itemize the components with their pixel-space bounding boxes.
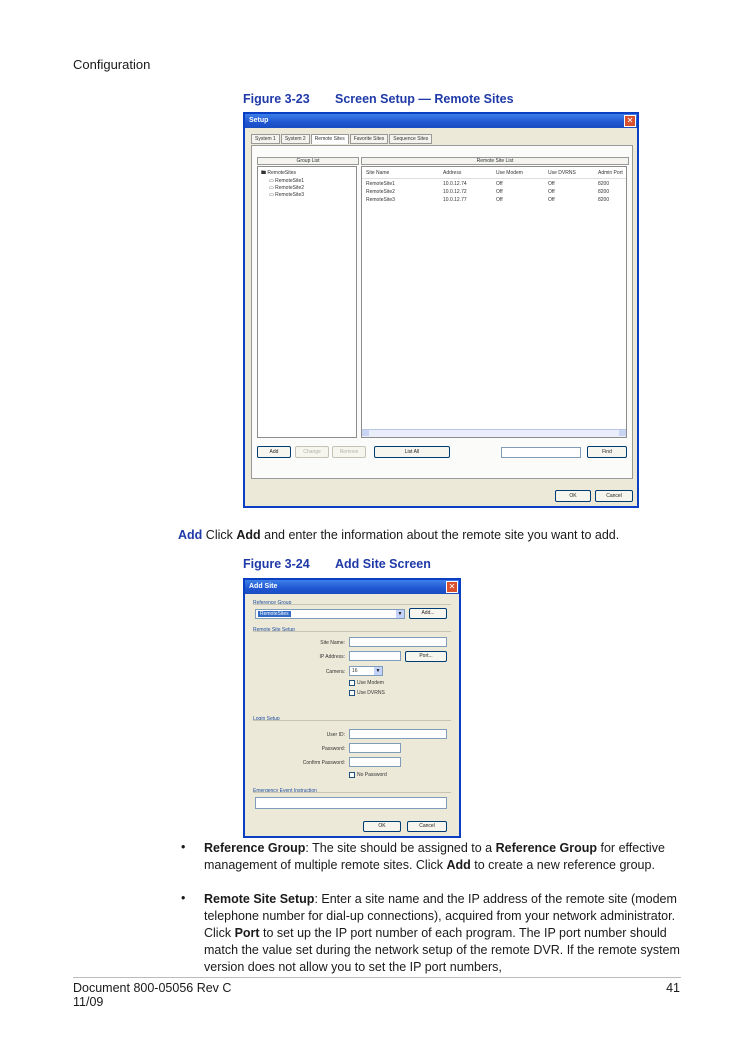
tab-remote-sites[interactable]: Remote Sites: [311, 134, 349, 144]
bullet-remote-site-setup: Remote Site Setup: Enter a site name and the IP address of the remote site (modem telephone number for dial-up connections), acquired from your network administrator. Click Port to set up the IP port number of each program. The IP port number should match the value set during the network setup of the remote DVR. If the remote system version does not allow you to set the IP port numbers,: [204, 892, 680, 974]
ok-button[interactable]: OK: [363, 821, 401, 832]
tree-item[interactable]: ▭ RemoteSite3: [269, 192, 305, 198]
confirm-password-label: Confirm Password:: [302, 760, 345, 766]
site-icon: ▭: [269, 185, 274, 191]
tab-favorite-sites[interactable]: Favorite Sites: [350, 134, 389, 144]
table-row[interactable]: RemoteSite1 10.0.12.74 Off Off 8200: [366, 181, 610, 187]
setup-titlebar: Setup ✕: [245, 114, 637, 128]
scroll-left-icon[interactable]: [362, 430, 369, 436]
group-divider: [253, 604, 451, 605]
list-all-button[interactable]: List All: [374, 446, 450, 458]
group-divider: [253, 792, 451, 793]
add-lead: Add: [178, 528, 203, 542]
no-password-label: No Password: [357, 772, 387, 778]
emergency-field[interactable]: [255, 797, 447, 809]
column-header[interactable]: Address: [443, 170, 462, 176]
change-button[interactable]: Change: [295, 446, 329, 458]
bullet-marker: •: [181, 891, 186, 905]
login-setup-label: Login Setup: [253, 716, 280, 722]
figure-caption: [243, 92, 514, 106]
user-id-field[interactable]: [349, 729, 447, 739]
column-header[interactable]: Use Modem: [496, 170, 523, 176]
column-header[interactable]: Use DVRNS: [548, 170, 576, 176]
group-list-header: Group List: [257, 157, 359, 165]
cancel-button[interactable]: Cancel: [407, 821, 447, 832]
site-list-header: Remote Site List: [361, 157, 629, 165]
horizontal-scrollbar[interactable]: [362, 429, 626, 437]
figure-number: Figure 3-23: [243, 92, 310, 106]
folder-icon: 🖿: [261, 170, 267, 176]
cancel-button[interactable]: Cancel: [595, 490, 633, 502]
reference-group-select[interactable]: RemoteSites ▼: [255, 609, 405, 619]
page-number: 41: [666, 981, 680, 995]
remove-button[interactable]: Remove: [332, 446, 366, 458]
reference-group-label: Reference Group: [253, 600, 292, 606]
table-row[interactable]: RemoteSite2 10.0.12.72 Off Off 8200: [366, 189, 610, 195]
site-list[interactable]: [361, 166, 627, 438]
tree-item[interactable]: ▭ RemoteSite1: [269, 178, 305, 184]
figure-caption: [243, 557, 431, 571]
setup-window: [243, 112, 639, 508]
table-row[interactable]: RemoteSite3 10.0.12.77 Off Off 8200: [366, 197, 610, 203]
tab-strip: [251, 134, 432, 144]
group-tree[interactable]: [257, 166, 357, 438]
site-name-label: Site Name:: [320, 640, 345, 646]
password-label: Password:: [321, 746, 345, 752]
user-id-label: User ID:: [326, 732, 345, 738]
footer-doc: Document 800-05056 Rev C: [73, 981, 232, 995]
footer-rule: [73, 977, 681, 978]
add-site-titlebar: Add Site ✕: [245, 580, 459, 594]
tab-system-1[interactable]: System 1: [251, 134, 280, 144]
figure-number: Figure 3-24: [243, 557, 310, 571]
close-icon[interactable]: ✕: [624, 115, 636, 127]
tab-system-2[interactable]: System 2: [281, 134, 310, 144]
close-icon[interactable]: ✕: [446, 581, 458, 593]
footer-date: 11/09: [73, 995, 104, 1009]
scroll-right-icon[interactable]: [619, 430, 626, 436]
site-list-columns: [362, 170, 626, 179]
add-paragraph: Add Click Add and enter the information about the remote site you want to add.: [178, 528, 620, 542]
find-input[interactable]: [501, 447, 581, 458]
bullet-marker: •: [181, 840, 186, 854]
bullet-reference-group: Reference Group: The site should be assigned to a Reference Group for effective management of multiple remote sites. Click Add to create a new reference group.: [204, 841, 665, 872]
group-divider: [253, 631, 451, 632]
figure-title: Add Site Screen: [335, 557, 431, 571]
column-header[interactable]: Site Name: [366, 170, 390, 176]
add-group-button[interactable]: Add...: [409, 608, 447, 619]
confirm-password-field[interactable]: [349, 757, 401, 767]
password-field[interactable]: [349, 743, 401, 753]
camera-select[interactable]: 16 ▼: [349, 666, 383, 676]
tree-item[interactable]: ▭ RemoteSite2: [269, 185, 305, 191]
running-header: Configuration: [73, 57, 151, 72]
use-modem-checkbox[interactable]: [349, 680, 355, 686]
column-header[interactable]: Admin Port: [598, 170, 623, 176]
site-icon: ▭: [269, 192, 274, 198]
emergency-label: Emergency Event Instruction: [253, 788, 317, 794]
add-button[interactable]: Add: [257, 446, 291, 458]
ip-address-label: IP Address:: [319, 654, 345, 660]
group-divider: [253, 720, 451, 721]
chevron-down-icon[interactable]: ▼: [375, 668, 381, 674]
find-button[interactable]: Find: [587, 446, 627, 458]
site-icon: ▭: [269, 178, 274, 184]
ok-button[interactable]: OK: [555, 490, 591, 502]
site-name-field[interactable]: [349, 637, 447, 647]
use-modem-label: Use Modem: [357, 680, 384, 686]
no-password-checkbox[interactable]: [349, 772, 355, 778]
figure-title: Screen Setup — Remote Sites: [335, 92, 514, 106]
tab-sequence-sites[interactable]: Sequence Sites: [389, 134, 432, 144]
use-dvrns-label: Use DVRNS: [357, 690, 385, 696]
port-button[interactable]: Port...: [405, 651, 447, 662]
chevron-down-icon[interactable]: ▼: [397, 611, 403, 617]
tree-root[interactable]: 🖿 RemoteSites: [261, 170, 297, 176]
add-site-window: [243, 578, 461, 838]
remote-site-setup-label: Remote Site Setup: [253, 627, 295, 633]
use-dvrns-checkbox[interactable]: [349, 690, 355, 696]
camera-label: Camera:: [325, 669, 345, 675]
ip-address-field[interactable]: [349, 651, 401, 661]
